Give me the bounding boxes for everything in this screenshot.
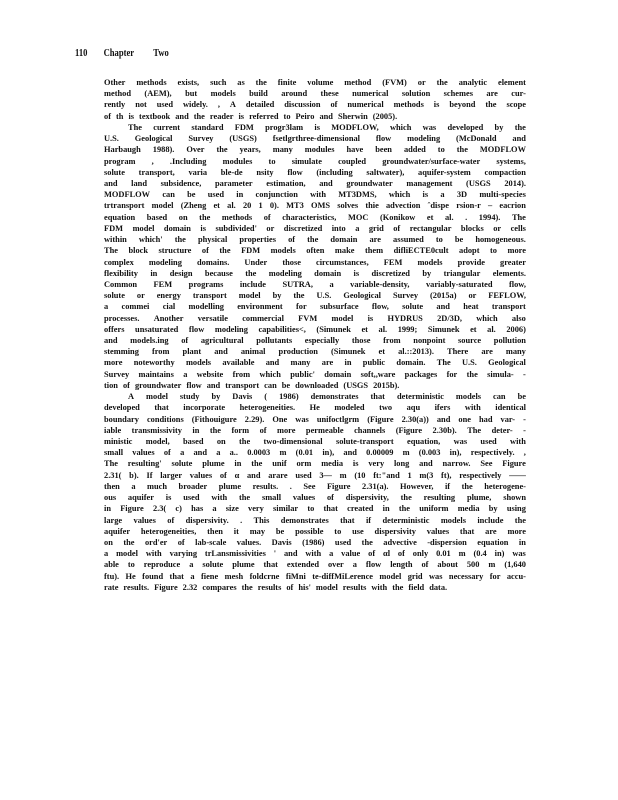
text-line: able to reproduce a solute plume that extended over a flow length of about 500 m (1,640 [104, 560, 526, 570]
text-line: U.S. Geological Survey (USGS) fsetlgrthree-dimensional flow modeling (McDonald and [104, 134, 526, 144]
text-line: a commei cial modelling environment for subsurface flow, solute and heat transport [104, 302, 526, 312]
text-line: equation based on the methods of characteristics, MOC (Konikow et al. . 1994). The [104, 212, 526, 222]
text-line: small values of a and a a.. 0.0003 m (0.01 in), and 0.00009 m (0.003 in), respectively. , [104, 448, 526, 458]
text-line: ministic model, based on the two-dimensional solute-transport equation, was used with [104, 437, 526, 446]
text-line: rate results. Figure 2.32 compares the results of his' model results with the field data. [104, 582, 448, 592]
text-line: solute or energy transport model by the U.S. Geological Survey (2015a) or FEFLOW, [104, 291, 526, 301]
text-line: in Figure 2.3( c) has a size very similar to that created in the uniform media by using [104, 504, 526, 514]
text-line: iable transmissivity in the form of more permeable channels (Figure 2.30b). The deter- - [104, 425, 526, 435]
text-line: developed that incorporate heterogeneities. He modeled two aqu ifers with identical [104, 403, 526, 413]
text-line: and land subsidence, parameter estimation, and groundwater management (USGS 2014). [104, 178, 526, 188]
text-line: stemming from plant and animal production (Simunek et al.::2013). There are many [104, 347, 526, 357]
text-line: ftu). He found that a fiene mesh foldcrne fiMni te-diffMiLerence model grid was necessary for accu- [104, 571, 526, 581]
text-line: ous aquifer is used with the small values of dispersivity, the resulting plume, shown [104, 493, 526, 503]
text-line: Harbaugh 1988). Over the years, many modules have been added to the MODFLOW [104, 145, 526, 155]
text-line: method (AEM), but models build around these numerical solution schemes are cur- [104, 89, 526, 99]
chapter-number: Two [153, 47, 169, 59]
text-line: Other methods exists, such as the finite volume method (FVM) or the analytic element [104, 78, 526, 87]
text-line: tion of groundwater flow and transport can be downloaded (USGS 2015b). [104, 380, 400, 390]
text-line: Common FEM programs include SUTRA, a variable-density, variably-saturated flow, [104, 279, 526, 289]
text-line: The block structure of the FDM models often make them difliECTE0cult adopt to more [104, 246, 526, 256]
text-line: and models.ing of agricultural pollutants especially those from nonpoint source pollution [104, 336, 526, 346]
text-line: of th is textbook and the reader is referred to Peiro and Sherwin (2005). [104, 111, 398, 121]
text-line: FDM model domain is subdivided' or discretized into a grid of rectangular blocks or cells [104, 223, 526, 233]
text-line: more noteworthy models available and many are in public domain. The U.S. Geological [104, 358, 526, 368]
text-line: aquifer heterogeneities, then it may be possible to use dispersivity values that are more [104, 526, 526, 536]
text-line: trtransport model (Zheng et al. 20 1 0). MT3 OMS solves thie advection ˆdispe rsion-r – eacrion [104, 201, 526, 211]
page-number: 110 [75, 47, 88, 59]
text-line: MODFLOW can be used in conjunction with MT3DMS, which is a 3D multi-species [104, 190, 526, 200]
text-line: The resulting' solute plume in the unif orm media is very long and narrow. See Figure [104, 459, 526, 469]
text-line: a model with varying trLansmissivities ' and with a value of αl of only 0.01 m (0.4 in) was [104, 549, 526, 559]
text-line: program , .Including modules to simulate coupled groundwater/surface-water systems, [104, 156, 526, 166]
text-line: 2.31( b). If larger values of α and arare used 3— m (10 ft:"and 1 m(3 ft), respectively —— [104, 470, 526, 480]
text-line: flexibility in design because the modeling domain is discretized by triangular elements. [104, 268, 526, 278]
text-line: large values of dispersivity. . This demonstrates that if deterministic models include the [104, 515, 526, 525]
text-line: A model study by Davis ( 1986) demonstrates that deterministic models can be [128, 392, 526, 402]
text-line: solute transport, varia ble-de nsity flow (including saltwater), aquifer-system compaction [104, 167, 526, 177]
text-line: within which' the physical properties of the domain are assumed to be homogeneous. [104, 235, 526, 245]
running-header [75, 47, 169, 59]
chapter-label: Chapter [103, 47, 134, 59]
text-line: boundary conditions (Fithouigure 2.29). One was unifoctlgrm (Figure 2.30(a)) and one had var- - [104, 414, 526, 424]
text-line: offers unsaturated flow modeling capabilities<, (Simunek et al. 1999; Simunek et al. 2006) [104, 324, 526, 334]
text-line: processes. Another versatile commercial FVM model is HYDRUS 2D/3D, which also [104, 313, 526, 323]
text-line: on the ord'er of lab-scale values. Davis (1986) used the advective -dispersion equation in [104, 537, 526, 547]
text-line: rently not used widely. , A detailed discussion of numerical methods is beyond the scope [104, 100, 526, 110]
text-line: complex modeling domains. Under those circumstances, FEM models provide greater [104, 257, 526, 267]
text-line: Survey maintains a website from which public' domain soft,,ware packages for the simula- - [104, 369, 526, 379]
text-line: then a much broader plume results. . See Figure 2.31(a). However, if the heterogene- [104, 481, 526, 491]
body-text [104, 77, 526, 593]
text-line: The current standard FDM progr3lam is MODFLOW, which was developed by the [128, 122, 526, 132]
